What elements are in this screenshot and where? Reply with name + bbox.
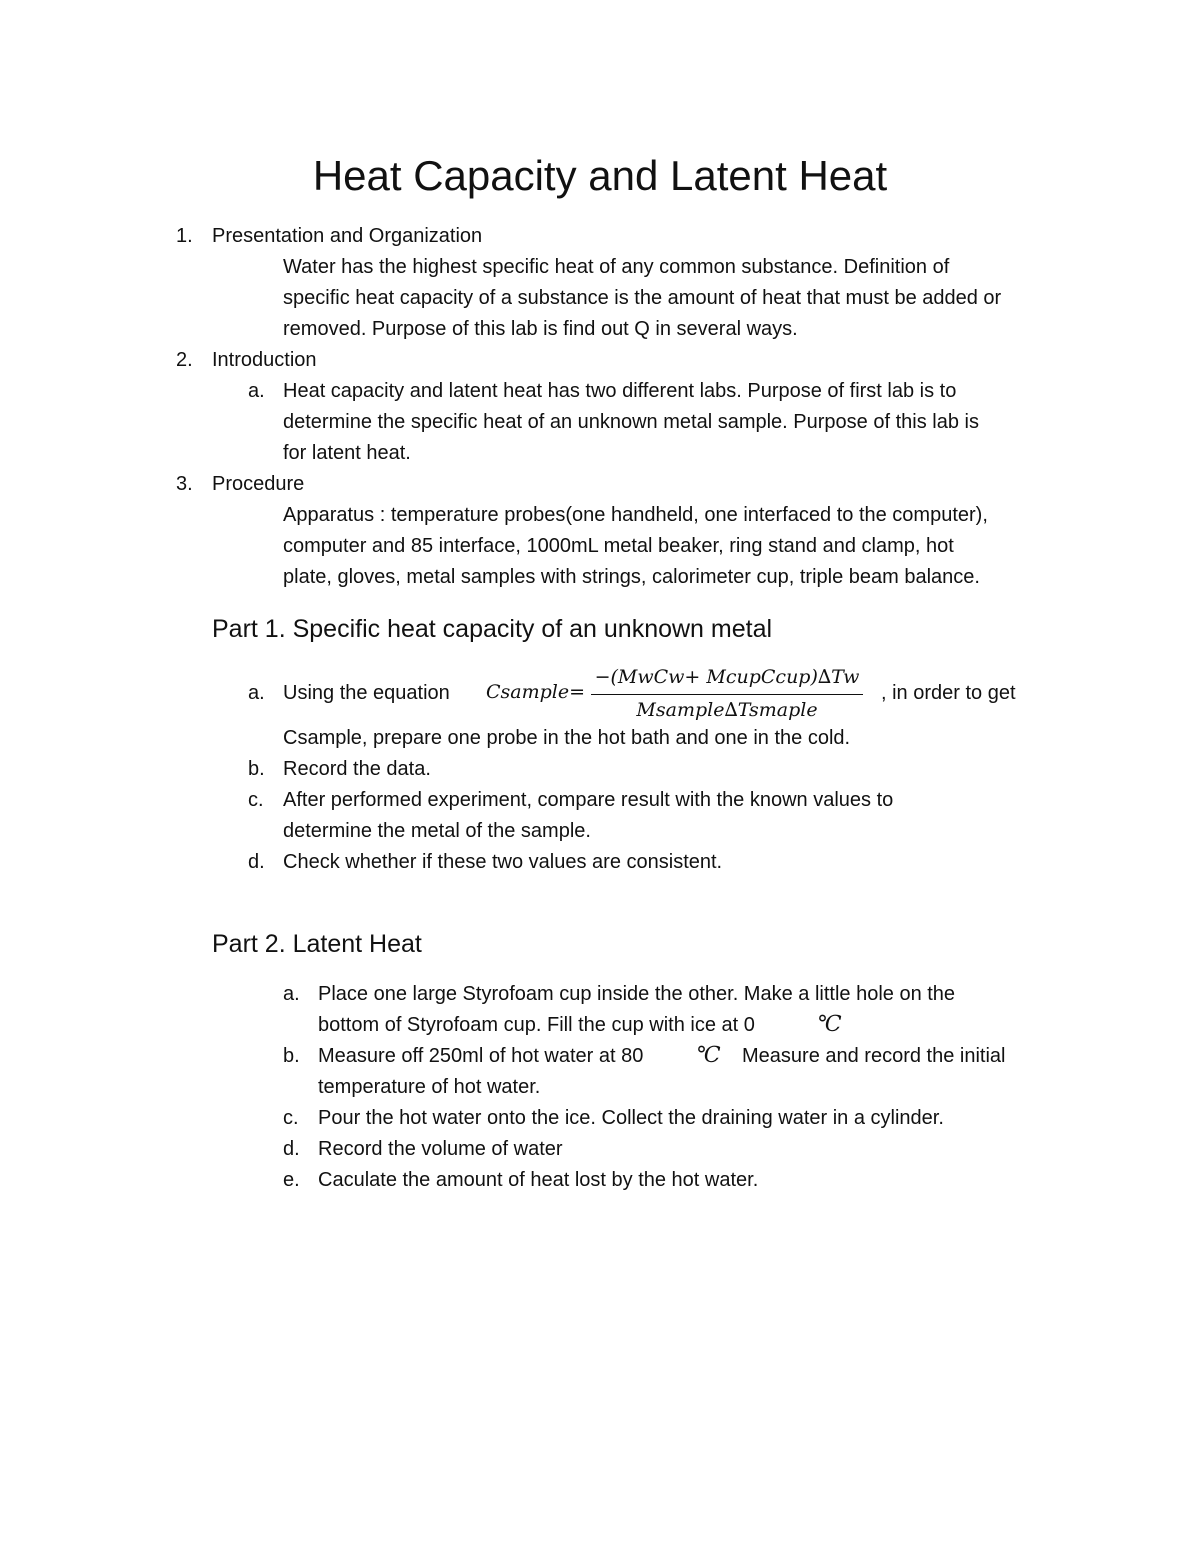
part-2-item-a: bottom of Styrofoam cup. Fill the cup with ice at 0 <box>318 1014 755 1036</box>
part-2-item-b: temperature of hot water. <box>318 1076 541 1098</box>
list-marker: a. <box>248 380 265 402</box>
list-marker: d. <box>248 851 265 873</box>
section-3-line: plate, gloves, metal samples with strings, calorimeter cup, triple beam balance. <box>283 566 980 588</box>
equation-numerator: −(MwCw+ McupCcup)∆Tw <box>594 666 860 688</box>
celsius-unit: ℃ <box>817 1012 842 1037</box>
section-1-line: removed. Purpose of this lab is find out Q in several ways. <box>283 318 798 340</box>
list-marker: c. <box>283 1107 299 1129</box>
section-2-heading: Introduction <box>212 349 317 371</box>
part-2-item-b: Measure off 250ml of hot water at 80 <box>318 1045 644 1067</box>
section-2-line: Heat capacity and latent heat has two different labs. Purpose of first lab is to <box>283 380 957 402</box>
section-3-line: computer and 85 interface, 1000mL metal beaker, ring stand and clamp, hot <box>283 535 954 557</box>
section-3-number: 3. <box>176 473 193 495</box>
list-marker: b. <box>248 758 265 780</box>
list-marker: b. <box>283 1045 300 1067</box>
part-2-item-c: Pour the hot water onto the ice. Collect the draining water in a cylinder. <box>318 1107 944 1129</box>
section-1-line: specific heat capacity of a substance is the amount of heat that must be added or <box>283 287 1002 309</box>
part-1-item-c: After performed experiment, compare result with the known values to <box>283 789 894 811</box>
part-1-item-a-continued: Csample, prepare one probe in the hot bath and one in the cold. <box>283 727 851 749</box>
section-1-number: 1. <box>176 225 193 247</box>
part-1-item-b: Record the data. <box>283 758 431 780</box>
section-2-line: for latent heat. <box>283 442 411 464</box>
section-3-heading: Procedure <box>212 473 305 495</box>
part-1-heading: Part 1. Specific heat capacity of an unknown metal <box>212 615 773 643</box>
equation-prefix: Using the equation <box>283 682 450 704</box>
equation-lhs: Csample= <box>486 681 586 703</box>
part-2-item-d: Record the volume of water <box>318 1138 563 1160</box>
part-2-heading: Part 2. Latent Heat <box>212 930 422 958</box>
section-1-line: Water has the highest specific heat of any common substance. Definition of <box>283 256 950 278</box>
section-2-number: 2. <box>176 349 193 371</box>
list-marker: e. <box>283 1169 300 1191</box>
document-title: Heat Capacity and Latent Heat <box>312 152 888 199</box>
celsius-unit: ℃ <box>696 1043 721 1068</box>
list-marker: a. <box>248 682 265 704</box>
part-1-item-d: Check whether if these two values are consistent. <box>283 851 723 873</box>
part-2-item-b: Measure and record the initial <box>742 1045 1006 1067</box>
section-3-line: Apparatus : temperature probes(one handheld, one interfaced to the computer), <box>283 504 988 526</box>
part-2-item-e: Caculate the amount of heat lost by the hot water. <box>318 1169 759 1191</box>
section-2-line: determine the specific heat of an unknown metal sample. Purpose of this lab is <box>283 411 979 433</box>
equation-suffix: , in order to get <box>881 682 1016 704</box>
list-marker: d. <box>283 1138 300 1160</box>
equation-denominator: Msample∆Tsmaple <box>636 699 818 721</box>
part-2-item-a: Place one large Styrofoam cup inside the other. Make a little hole on the <box>318 983 956 1005</box>
list-marker: c. <box>248 789 264 811</box>
section-1-heading: Presentation and Organization <box>212 225 483 247</box>
part-1-item-c: determine the metal of the sample. <box>283 820 591 842</box>
list-marker: a. <box>283 983 300 1005</box>
